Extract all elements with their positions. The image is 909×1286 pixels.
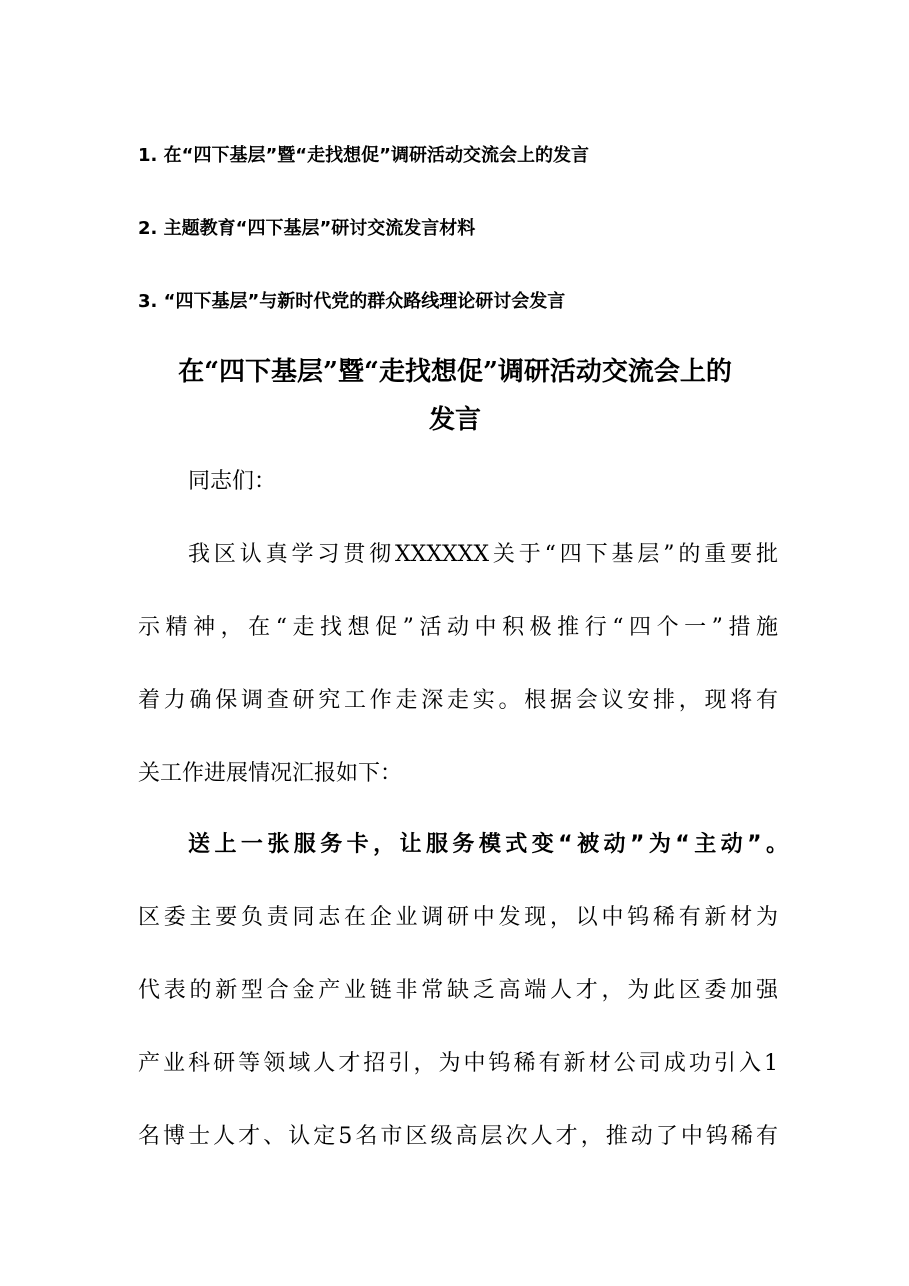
paragraph-1-line-1: 我区认真学习贯彻XXXXXX关于“四下基层”的重要批 <box>188 542 778 567</box>
paragraph-1-line-4: 关工作进展情况汇报如下： <box>138 761 403 786</box>
paragraph-2-line-2: 代表的新型合金产业链非常缺乏高端人才，为此区委加强 <box>138 978 778 1003</box>
paragraph-2-line-1: 区委主要负责同志在企业调研中发现，以中钨稀有新材为 <box>138 905 778 930</box>
document-title-line-2: 发言 <box>428 405 481 435</box>
toc-item-1: 1. 在“四下基层”暨“走找想促”调研活动交流会上的发言 <box>138 145 589 166</box>
document-title-line-1: 在“四下基层”暨“走找想促”调研活动交流会上的 <box>178 357 732 387</box>
paragraph-2-line-3: 产业科研等领域人才招引，为中钨稀有新材公司成功引入1 <box>138 1051 778 1076</box>
section-1-heading: 送上一张服务卡，让服务模式变“被动”为“主动”。 <box>188 832 788 857</box>
toc-item-3: 3. “四下基层”与新时代党的群众路线理论研讨会发言 <box>138 291 566 312</box>
paragraph-1-line-3: 着力确保调查研究工作走深走实。根据会议安排，现将有 <box>138 688 778 713</box>
greeting: 同志们： <box>188 469 277 494</box>
toc-item-2: 2. 主题教育“四下基层”研讨交流发言材料 <box>138 218 476 239</box>
paragraph-1-line-2: 示精神，在“走找想促”活动中积极推行“四个一”措施 <box>138 615 778 640</box>
paragraph-2-line-4: 名博士人才、认定5名市区级高层次人才，推动了中钨稀有 <box>138 1124 778 1149</box>
